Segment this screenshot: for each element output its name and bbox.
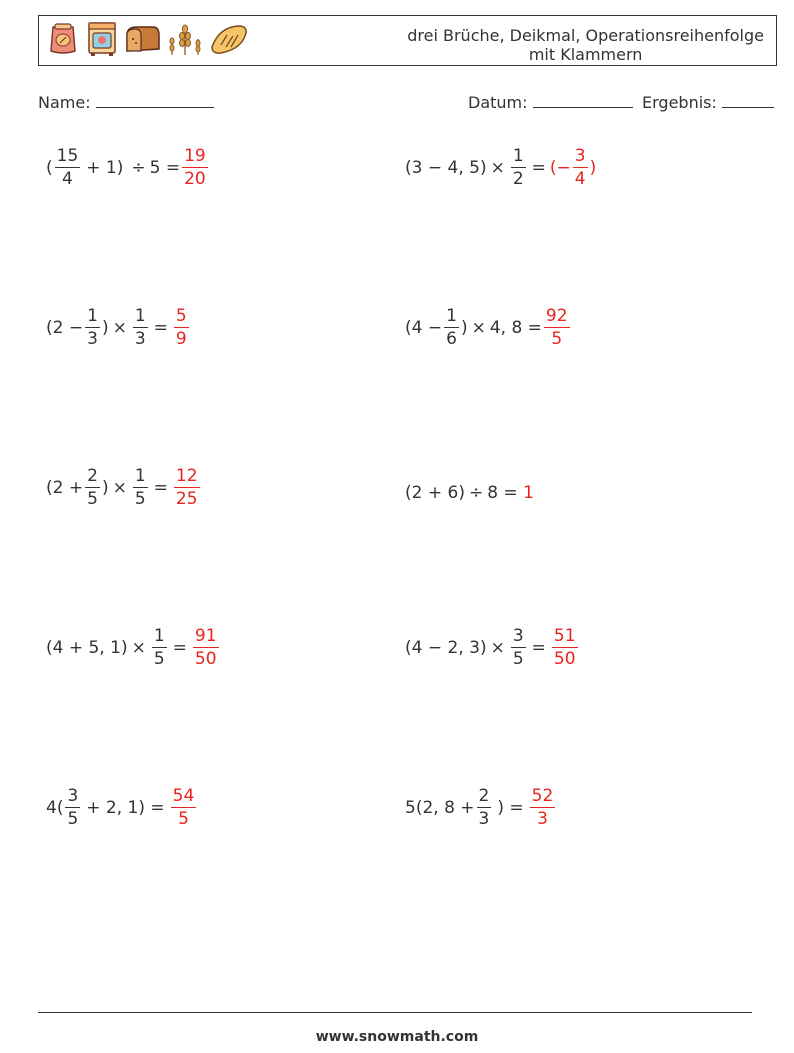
- worksheet-title: [407, 26, 764, 64]
- worksheet-header: [38, 15, 777, 66]
- answer: (− $\frac{3}{4}$ ): [549, 146, 597, 189]
- fraction: $\frac{1}{5}$: [134, 466, 146, 509]
- fraction: $\frac{1}{6}$: [446, 306, 457, 349]
- result-label: Ergebnis:: [642, 93, 717, 112]
- problem-8: (4 − 2, 3) × $\frac{3}{5}$ = $\frac{51}{50}$: [405, 628, 580, 668]
- answer: $\frac{19}{20}$: [184, 146, 206, 189]
- name-label: Name:: [38, 93, 91, 112]
- fraction: $\frac{3}{5}$: [67, 786, 79, 829]
- problem-10: 5(2, 8 + $\frac{2}{3}$ ) = $\frac{52}{3}$: [405, 788, 557, 828]
- date-field: [468, 93, 633, 112]
- problem-4: (4 − $\frac{1}{6}$ ) × 4, 8 = $\frac{92}{5}$: [405, 308, 572, 348]
- header-icons: [45, 22, 249, 60]
- answer: $\frac{54}{5}$: [172, 786, 195, 829]
- answer: 1: [523, 483, 534, 503]
- fraction: $\frac{1}{3}$: [134, 306, 146, 349]
- footer-divider: [38, 1012, 752, 1013]
- fraction: $\frac{1}{2}$: [512, 146, 524, 189]
- date-blank[interactable]: [533, 93, 633, 108]
- answer: $\frac{91}{50}$: [194, 626, 217, 669]
- wheat-icon: [166, 21, 204, 61]
- title-line-1: drei Brüche, Deikmal, Operationsreihenfolge: [407, 26, 764, 45]
- title-line-2: mit Klammern: [528, 45, 643, 64]
- name-field: [38, 93, 214, 112]
- answer: $\frac{51}{50}$: [553, 626, 576, 669]
- problem-1: ( $\frac{15}{4}$ + 1) ÷ 5 = $\frac{19}{20}$: [46, 148, 210, 188]
- flour-sack-icon: [45, 21, 81, 61]
- problem-5: (2 + $\frac{2}{5}$ ) × $\frac{1}{5}$ = $\frac{12}{25}$: [46, 468, 202, 508]
- problem-3: (2 − $\frac{1}{3}$ ) × $\frac{1}{3}$ = $\frac{5}{9}$: [46, 308, 191, 348]
- baguette-icon: [209, 21, 249, 61]
- fraction: $\frac{2}{5}$: [87, 466, 98, 509]
- date-label: Datum:: [468, 93, 528, 112]
- fraction: $\frac{1}{3}$: [87, 306, 98, 349]
- name-blank[interactable]: [96, 93, 214, 108]
- problem-2: (3 − 4, 5) × $\frac{1}{2}$ = (− $\frac{3}{4}$ ): [405, 146, 597, 189]
- result-blank[interactable]: [722, 93, 774, 108]
- answer: $\frac{52}{3}$: [531, 786, 554, 829]
- answer: $\frac{12}{25}$: [175, 466, 198, 509]
- answer: $\frac{92}{5}$: [545, 306, 568, 349]
- fraction: $\frac{2}{3}$: [478, 786, 490, 829]
- answer: $\frac{5}{9}$: [175, 306, 187, 349]
- bread-loaf-icon: [123, 21, 161, 61]
- result-field: [642, 93, 774, 112]
- footer-url[interactable]: www.snowmath.com: [315, 1029, 479, 1045]
- fraction: $\frac{3}{5}$: [512, 626, 524, 669]
- fraction: $\frac{15}{4}$: [56, 146, 79, 189]
- problem-7: (4 + 5, 1) × $\frac{1}{5}$ = $\frac{91}{50}$: [46, 628, 221, 668]
- problem-6: (2 + 6) ÷ 8 = 1: [405, 483, 534, 503]
- oven-icon: [86, 21, 118, 61]
- fraction: $\frac{1}{5}$: [153, 626, 165, 669]
- problem-9: 4( $\frac{3}{5}$ + 2, 1) = $\frac{54}{5}$: [46, 788, 198, 828]
